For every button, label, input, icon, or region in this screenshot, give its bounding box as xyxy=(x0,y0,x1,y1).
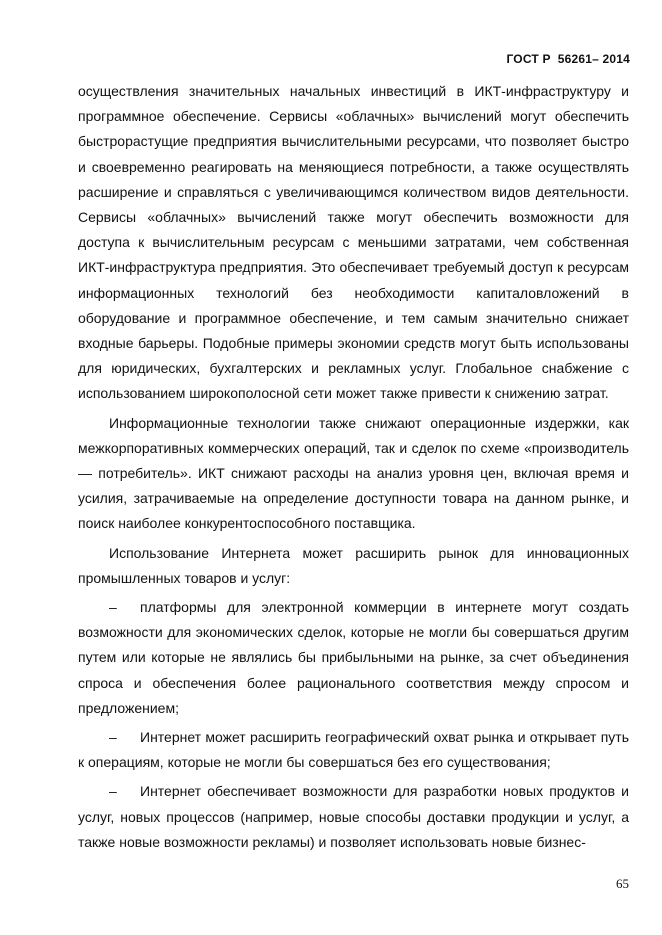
document-header xyxy=(499,38,630,66)
list-dash: – xyxy=(109,783,117,800)
standard-code: ГОСТ Р 56261– 2014 xyxy=(506,52,630,66)
list-item-new-products xyxy=(78,779,629,855)
list-item-text: Интернет обеспечивает возможности для разработки новых продуктов и услуг, новых процессов (например, новые способы доставки продукции и услуг, а также новые возможности рекламы) и позволяет использовать новые бизнес- xyxy=(78,783,629,850)
list-item-text: платформы для электронной коммерции в интернете могут создать возможности для экономических сделок, которые не могли бы совершаться другим путем или которые не являлись бы прибыльными на рынке, за счет объединения спроса и обеспечения более рационального соответствия между спросом и предложением; xyxy=(78,599,629,716)
paragraph-continuation: осуществления значительных начальных инвестиций в ИКТ-инфраструктуру и программное обеспечение. Сервисы «облачных» вычислений могут обеспечить быстрорастущие предприятия вычислительными ресурсами, что позволяет быстро и своевременно реагировать на меняющиеся потребности, а также осуществлять расширение и справляться с увеличивающимся количеством видов деятельности. Сервисы «облачных» вычислений также могут обеспечить возможности для доступа к вычислительным ресурсам с меньшими затратами, чем собственная ИКТ-инфраструктура предприятия. Это обеспечивает требуемый доступ к ресурсам информационных технологий без необходимости капиталовложений в оборудование и программное обеспечение, и тем самым значительно снижает входные барьеры. Подобные примеры экономии средств могут быть использованы для юридических, бухгалтерских и рекламных услуг. Глобальное снабжение с использованием широкополосной сети может также привести к снижению затрат. xyxy=(78,83,629,402)
list-item-text: Интернет может расширить географический охват рынка и открывает путь к операциям, которые не могли бы совершаться без его существования; xyxy=(78,729,629,771)
list-dash: – xyxy=(109,599,117,616)
list-dash: – xyxy=(109,729,117,746)
paragraph-operational-costs: Информационные технологии также снижают операционные издержки, как межкорпоративных коммерческих операций, так и сделок по схеме «производитель — потребитель». ИКТ снижают расходы на анализ уровня цен, включая время и усилия, затрачиваемые на определение доступности товара на данном рынке, и поиск наиболее конкурентоспособного поставщика. xyxy=(78,414,629,532)
page-number: 65 xyxy=(616,876,629,891)
page-body xyxy=(78,79,629,859)
paragraph-internet-markets: Использование Интернета может расширить рынок для инновационных промышленных товаров и услуг: xyxy=(78,544,629,586)
list-item-ecommerce xyxy=(78,595,629,721)
list-item-geography xyxy=(78,725,629,775)
